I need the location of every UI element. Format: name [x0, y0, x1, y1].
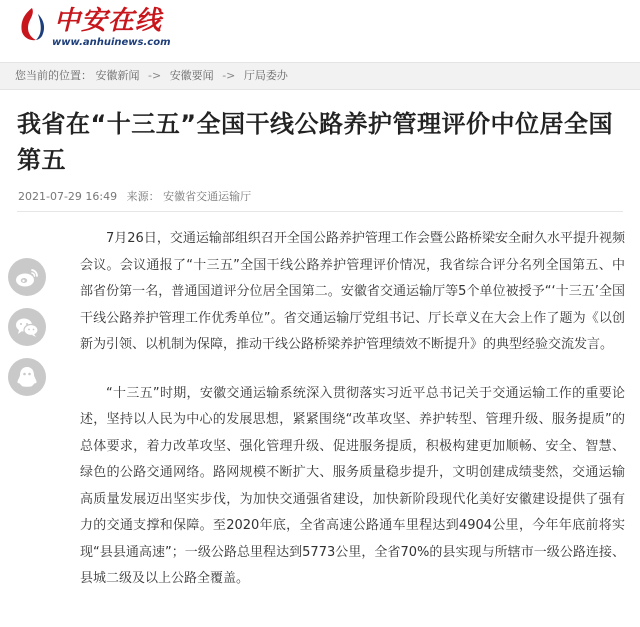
- article-source-label: 来源：: [126, 190, 160, 203]
- breadcrumb-link-anhui-news[interactable]: 安徽新闻: [95, 69, 140, 82]
- article-meta: [18, 189, 618, 205]
- article-paragraph: “十三五”时期，安徽交通运输系统深入贯彻落实习近平总书记关于交通运输工作的重要论述，坚持以人民为中心的发展思想，紧紧围绕“改革攻坚、养护转型、管理升级、服务提质”的总体要求，着力改革攻坚、强化管理升级、促进服务提质，积极构建更加顺畅、安全、智慧、绿色的公路交通网络。路网规模不断扩大、服务质量稳步提升，文明创建成绩斐然，交通运输高质量发展迈出坚实步伐，为加快交通强省建设，加快新阶段现代化美好安徽建设提供了强有力的交通支撑和保障。至2020年底，全省高速公路通车里程达到4904公里，今年年底前将实现“县县通高速”；一级公路总里程达到5773公里，全省70%的县实现与所辖市一级公路连接、县城二级及以上公路全覆盖。: [80, 385, 625, 586]
- breadcrumb-prefix: 您当前的位置：: [15, 69, 92, 82]
- weibo-icon: [8, 258, 46, 296]
- share-wechat-button[interactable]: [8, 308, 46, 346]
- logo-url: www.anhuinews.com: [52, 37, 171, 48]
- share-weibo-button[interactable]: [8, 258, 46, 296]
- qq-icon: [8, 358, 46, 396]
- logo-title: 中安在线: [54, 6, 163, 36]
- share-qq-button[interactable]: [8, 358, 46, 396]
- logo-mark-icon: [16, 6, 48, 42]
- article-paragraph: 7月26日，交通运输部组织召开全国公路养护管理工作会暨公路桥梁安全耐久水平提升视频会议。会议通报了“十三五”全国干线公路养护管理评价情况，我省综合评分名列全国第五、中部省份第一名，普通国道评分位居全国第二。安徽省交通运输厅等5个单位被授予“‘十三五’全国干线公路养护管理工作优秀单位”。省交通运输厅党组书记、厅长章义在大会上作了题为《以创新为引领、以机制为保障，推动干线公路桥梁养护管理绩效不断提升》的典型经验交流发言。: [80, 231, 625, 352]
- breadcrumb-separator: ->: [148, 69, 162, 82]
- site-logo[interactable]: [16, 4, 171, 50]
- article-body: [80, 226, 625, 615]
- breadcrumb-link-anhui-headlines[interactable]: 安徽要闻: [169, 69, 214, 82]
- share-bar: [8, 258, 48, 408]
- article-source: 安徽省交通运输厅: [163, 190, 252, 203]
- site-header: [0, 0, 640, 60]
- meta-divider: [17, 211, 623, 212]
- breadcrumb: [0, 62, 640, 90]
- article-title: 我省在“十三五”全国干线公路养护管理评价中位居全国第五: [17, 110, 614, 174]
- wechat-icon: [8, 308, 46, 346]
- article-datetime: 2021-07-29 16:49: [18, 190, 118, 203]
- breadcrumb-separator: ->: [222, 69, 236, 82]
- breadcrumb-link-departments[interactable]: 厅局委办: [243, 69, 288, 82]
